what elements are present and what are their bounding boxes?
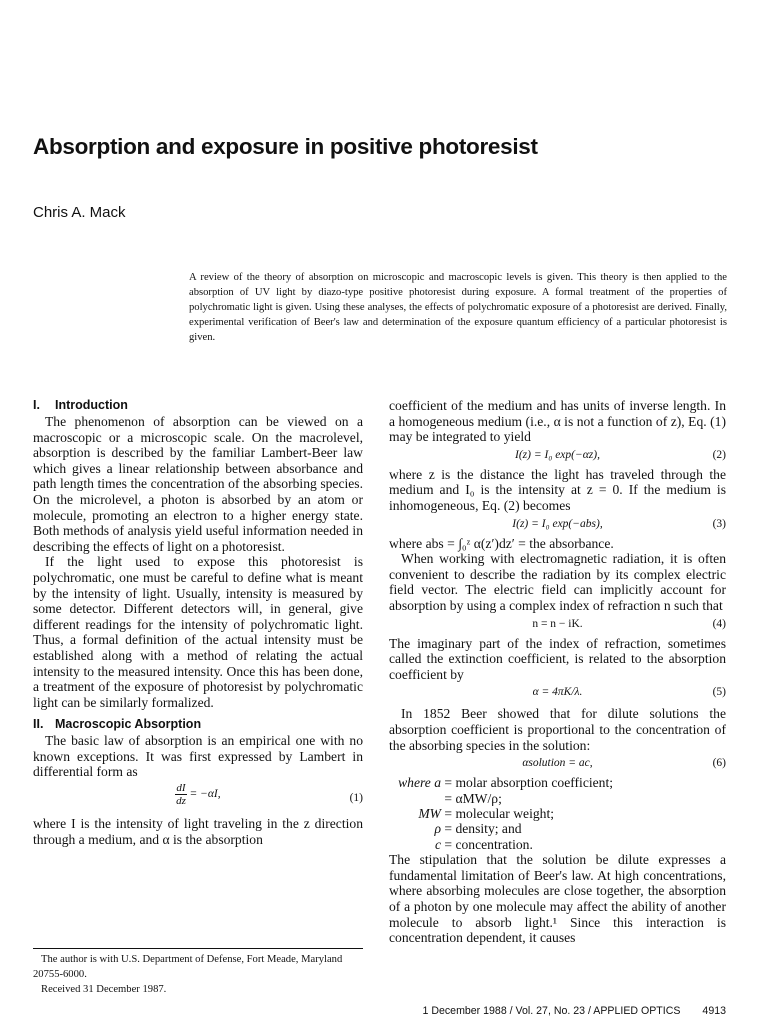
definition-row: ρ = density; and	[434, 821, 522, 837]
section-heading-introduction: I. Introduction	[33, 398, 128, 412]
right-paragraph-5: The imaginary part of the index of refraction, sometimes called the extinction coefficient, is related to the absorption coefficient by	[389, 635, 726, 682]
paper-title: Absorption and exposure in positive photoresist	[33, 134, 538, 159]
abstract: A review of the theory of absorption on microscopic and macroscopic levels is given. This theory is then applied to the absorption of UV light by diazo-type positive photoresist during exposure. A formal treatment of the properties of polychromatic light is given. Using these analyses, the effects of polychromatic exposure of a photoresist are derived. Finally, experimental verification of Beer's law and determination of the exposure quantum efficiency of a particular photoresist is given.	[189, 272, 727, 343]
right-paragraph-6: In 1852 Beer showed that for dilute solutions the absorption coefficient is proportional to the concentration of the absorbing species in the solution:	[389, 706, 726, 753]
definition-row: where a = molar absorption coefficient;	[398, 775, 614, 791]
right-paragraph-7: The stipulation that the solution be dilute expresses a fundamental limitation of Beer's law. At high concentrations, where absorbing molecules are close together, the absorption of a photon by one molecule may affect the ability of another molecule to absorb light.¹ Since this interaction is concentration dependent, it causes	[389, 852, 726, 946]
right-paragraph-1: coefficient of the medium and has units of inverse length. In a homogeneous medium (i.e., α is not a function of z), Eq. (1) may be integrated to yield	[389, 398, 726, 445]
page-footer	[423, 1005, 727, 1017]
equation-1: $\frac{dI}{dz}$ = −αI, (1)	[176, 782, 363, 808]
equation-4: n = n − iK. (4)	[532, 617, 726, 630]
variable-definitions	[389, 775, 726, 852]
right-paragraph-4: When working with electromagnetic radiation, it is often convenient to describe the radiation by its complex electric field vector. The electric field can implicitly account for absorption by using a complex index of refraction n such that	[389, 551, 726, 613]
received-date: Received 31 December 1987.	[41, 984, 167, 995]
right-paragraph-2: where z is the distance the light has traveled through the medium and I₀ is the intensity at z = 0. If the medium is inhomogeneous, Eq. (2) becomes	[389, 466, 726, 513]
equation-6: αsolution = ac, (6)	[522, 757, 726, 770]
equation-3: I(z) = I₀ exp(−abs), (3)	[512, 517, 726, 530]
macro-paragraph-2: where I is the intensity of light traveling in the z direction through a medium, and α is the absorption	[33, 816, 363, 847]
journal-citation: 1 December 1988 / Vol. 27, No. 23 / APPLIED OPTICS	[422, 1005, 681, 1017]
affiliation-note: The author is with U.S. Department of Defense, Fort Meade, Maryland 20755-6000.	[33, 954, 343, 980]
page-number: 4913	[702, 1005, 726, 1017]
section-heading-macroscopic: II. Macroscopic Absorption	[33, 717, 202, 732]
definition-row: MW = molecular weight;	[418, 805, 554, 821]
equation-5: α = 4πK/λ. (5)	[532, 686, 726, 699]
intro-paragraph-2: If the light used to expose this photoresist is polychromatic, one must be careful to define what is meant by the intensity of light. Usually, intensity is measured by some detector. Different detectors will, in general, give different readings for the intensity of polychromatic light. Thus, a formal definition of the actual intensity must be established along with a method of relating the actual intensity to the measured intensity. Once this has been done, a treatment of the exposure of photoresist by polychromatic light can be similarly formalized.	[33, 554, 363, 710]
equation-2: I(z) = I₀ exp(−αz), (2)	[515, 448, 726, 461]
left-column	[33, 396, 363, 847]
author-footnote	[33, 948, 363, 997]
right-paragraph-3: where abs = ∫₀ᶻ α(z′)dz′ = the absorbance.	[389, 535, 614, 551]
definition-row: c = concentration.	[434, 836, 533, 852]
right-column	[389, 398, 726, 946]
definition-row: = αMW/ρ;	[444, 790, 502, 806]
intro-paragraph-1: The phenomenon of absorption can be viewed on a macroscopic or a microscopic scale. On the macrolevel, absorption is described by the familiar Lambert-Beer law which gives a linear relationship between absorbance and path length times the concentration of the absorbing species. On the microlevel, a photon is absorbed by an atom or molecule, promoting an electron to a higher energy state. Both methods of analysis yield useful information needed in describing the effects of light on a photoresist.	[33, 414, 363, 554]
author-name: Chris A. Mack	[33, 204, 126, 221]
macro-paragraph-1: The basic law of absorption is an empirical one with no known exceptions. It was first expressed by Lambert in differential form as	[33, 733, 363, 780]
